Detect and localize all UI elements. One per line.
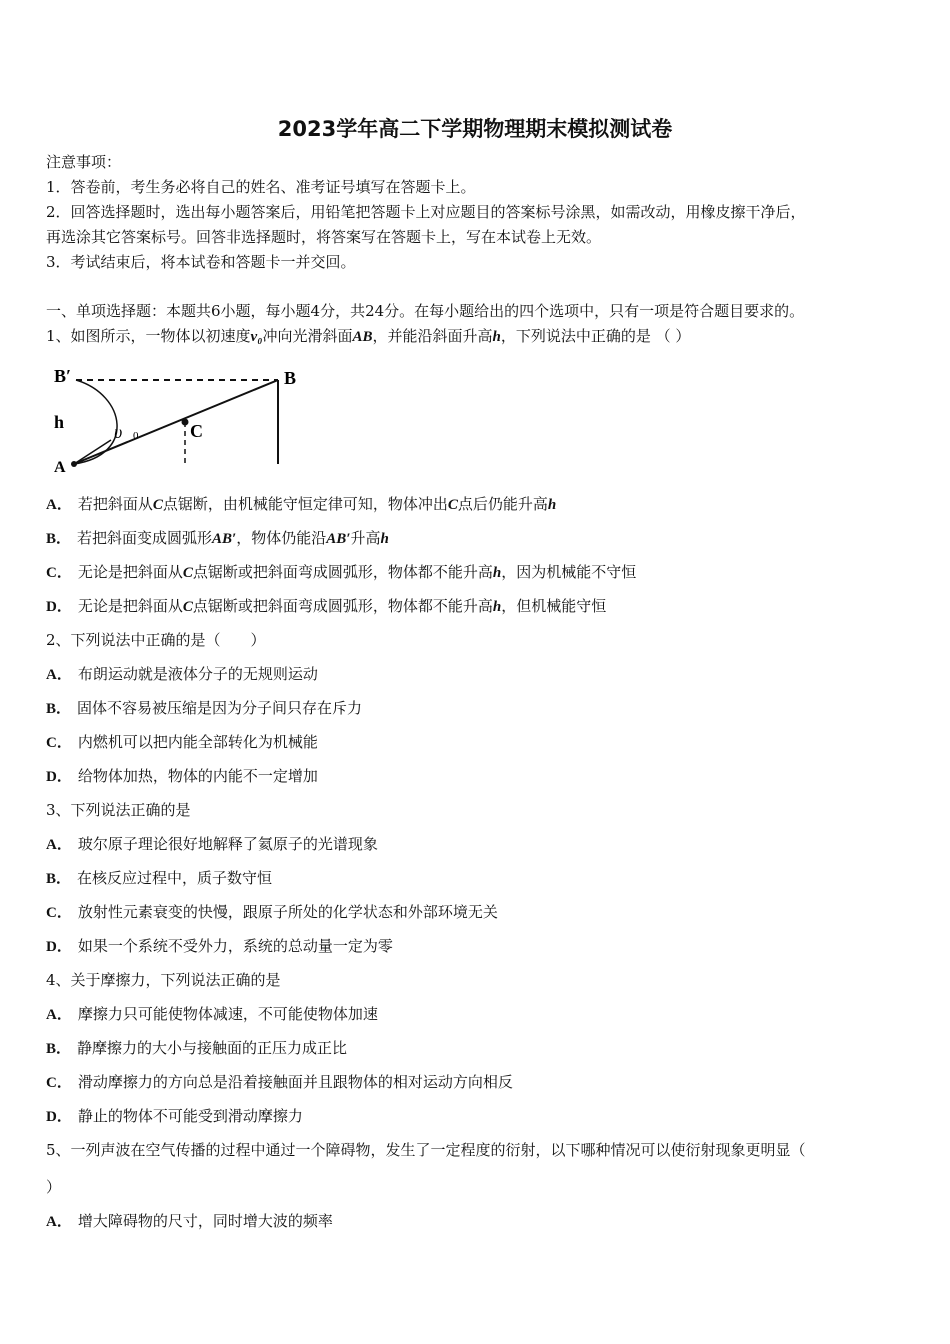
incline-figure: [46, 360, 316, 475]
q2-option-c: C． 内燃机可以把内能全部转化为机械能: [46, 733, 318, 751]
label-b-prime: B′: [54, 366, 72, 386]
q3-option-b: B． 在核反应过程中，质子数守恒: [46, 869, 273, 887]
label-a: A: [54, 459, 66, 475]
label-h: h: [54, 412, 65, 432]
label-c: C: [190, 421, 203, 441]
label-zero: 0: [133, 430, 139, 442]
q1-option-b: B． 若把斜面变成圆弧形AB′，物体仍能沿AB′升高h: [46, 529, 389, 547]
label-b: B: [284, 368, 297, 388]
q1-option-d: D． 无论是把斜面从C点锯断或把斜面弯成圆弧形，物体都不能升高h，但机械能守恒: [46, 597, 607, 615]
q4-option-d: D． 静止的物体不可能受到滑动摩擦力: [46, 1107, 303, 1125]
q3-option-d: D． 如果一个系统不受外力，系统的总动量一定为零: [46, 937, 393, 955]
question-5-stem: 5、一列声波在空气传播的过程中通过一个障碍物，发生了一定程度的衍射，以下哪种情况可以使衍射现象更明显（: [46, 1141, 806, 1159]
point-c-dot: [182, 419, 189, 426]
q3-option-a: A． 玻尔原子理论很好地解释了氦原子的光谱现象: [46, 835, 378, 853]
question-4-stem: 4、关于摩擦力，下列说法正确的是: [46, 971, 281, 989]
q1-option-a: A． 若把斜面从C点锯断，由机械能守恒定律可知，物体冲出C点后仍能升高h: [46, 495, 557, 513]
point-a-dot: [71, 461, 77, 467]
notice-item: 再选涂其它答案标号。回答非选择题时，将答案写在答题卡上，写在本试卷上无效。: [46, 228, 602, 246]
question-2-stem: 2、下列说法中正确的是（ ）: [46, 631, 266, 649]
page-title: 2023学年高二下学期物理期末模拟测试卷: [277, 117, 673, 141]
question-5-stem-cont: ）: [46, 1178, 62, 1196]
section-heading: 一、单项选择题：本题共6小题，每小题4分，共24分。在每小题给出的四个选项中，只有一项是符合题目要求的。: [46, 302, 805, 320]
q4-option-a: A． 摩擦力只可能使物体减速，不可能使物体加速: [46, 1005, 378, 1023]
notice-item: 1．答卷前，考生务必将自己的姓名、准考证号填写在答题卡上。: [46, 178, 476, 196]
q2-option-b: B． 固体不容易被压缩是因为分子间只存在斥力: [46, 699, 363, 717]
notice-heading: 注意事项：: [46, 153, 122, 171]
q2-option-d: D． 给物体加热，物体的内能不一定增加: [46, 767, 318, 785]
q5-option-a: A． 增大障碍物的尺寸，同时增大波的频率: [46, 1212, 333, 1230]
q1-option-c: C． 无论是把斜面从C点锯断或把斜面弯成圆弧形，物体都不能升高h，因为机械能不守恒: [46, 563, 637, 581]
q4-option-b: B． 静摩擦力的大小与接触面的正压力成正比: [46, 1039, 348, 1057]
notice-item: 2．回答选择题时，选出每小题答案后，用铅笔把答题卡上对应题目的答案标号涂黑，如需改动，用橡皮擦干净后，: [46, 203, 806, 221]
question-1-stem: 1、如图所示，一物体以初速度v₀冲向光滑斜面AB，并能沿斜面升高h，下列说法中正确的是 （ ）: [46, 327, 691, 345]
question-3-stem: 3、下列说法正确的是: [46, 801, 191, 819]
label-v: υ: [114, 422, 123, 442]
notice-item: 3．考试结束后，将本试卷和答题卡一并交回。: [46, 253, 356, 271]
q4-option-c: C． 滑动摩擦力的方向总是沿着接触面并且跟物体的相对运动方向相反: [46, 1073, 513, 1091]
q2-option-a: A． 布朗运动就是液体分子的无规则运动: [46, 665, 318, 683]
arc-ab-prime: [74, 380, 117, 464]
q3-option-c: C． 放射性元素衰变的快慢，跟原子所处的化学状态和外部环境无关: [46, 903, 498, 921]
